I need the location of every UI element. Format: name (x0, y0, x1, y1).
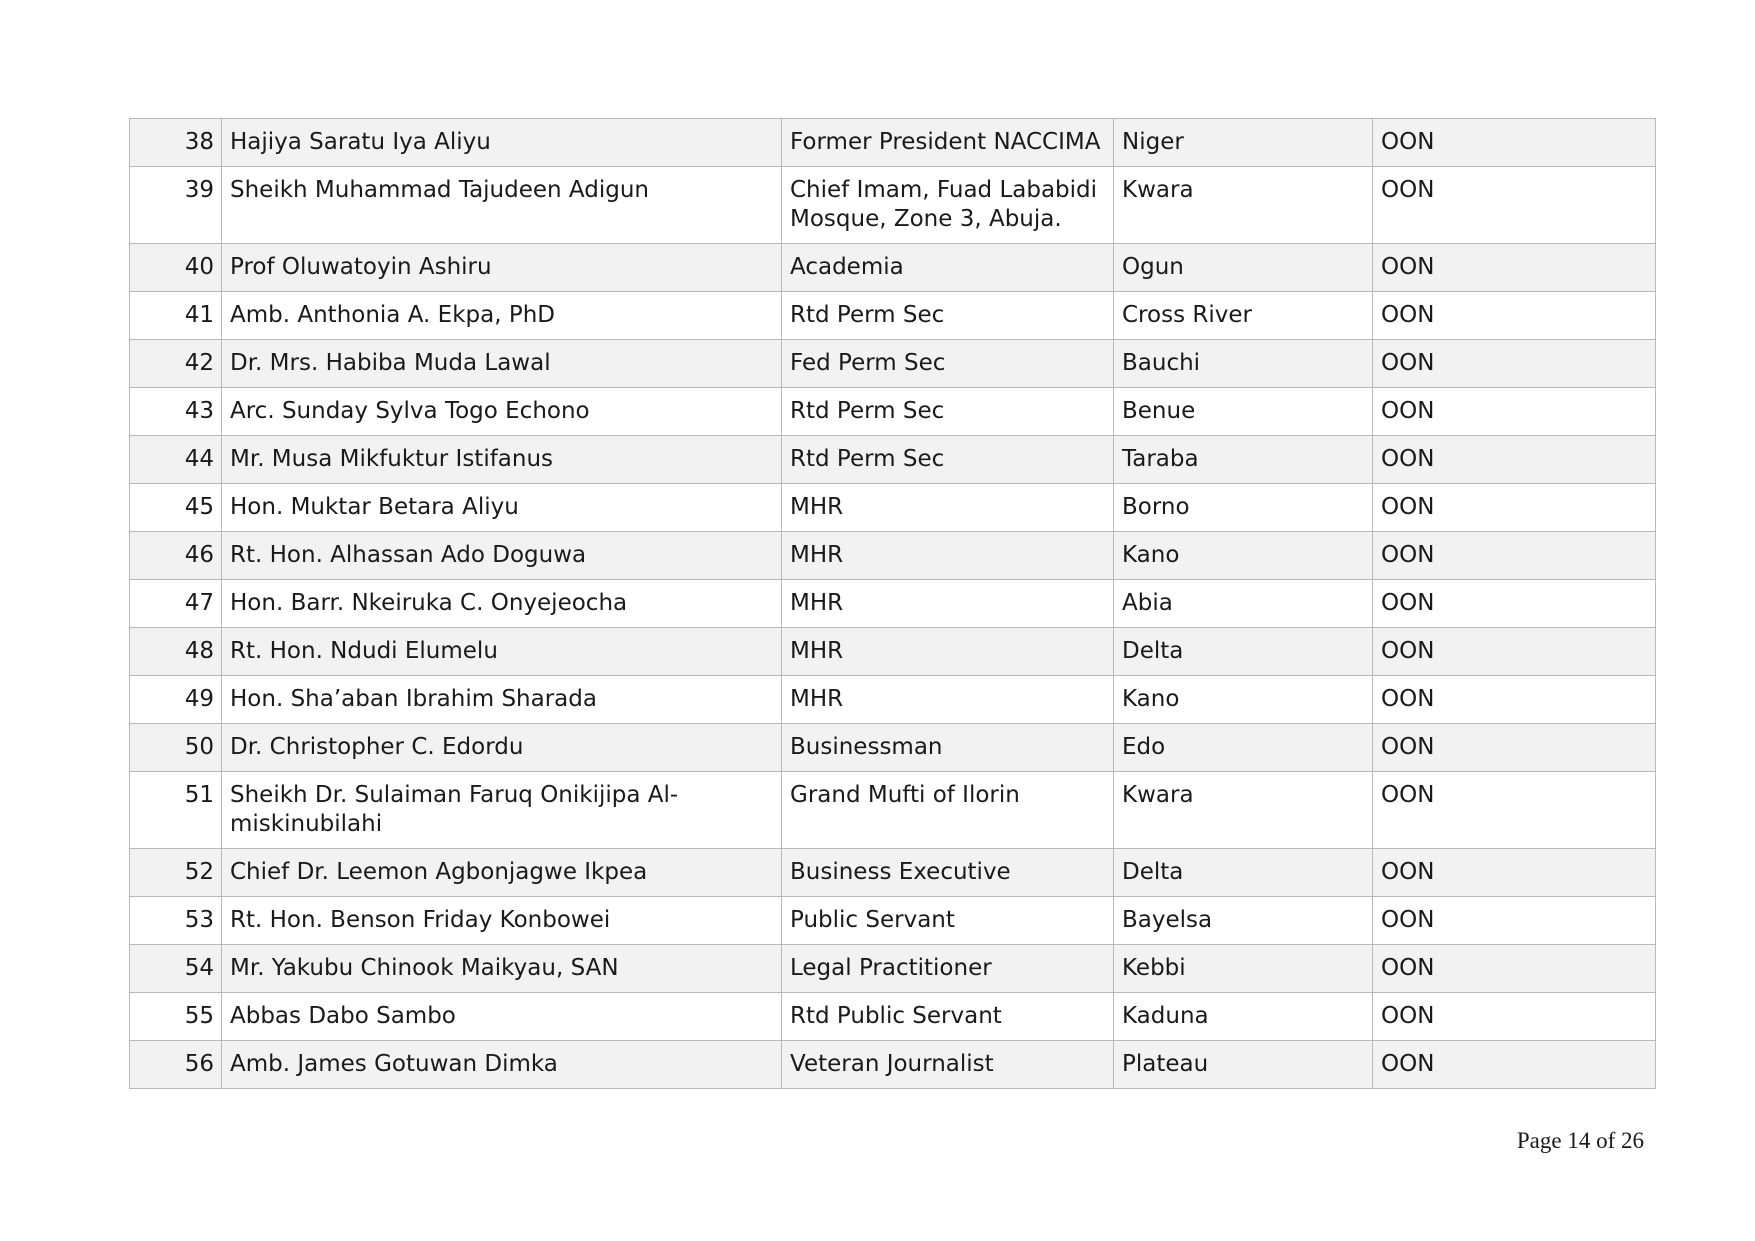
name-cell: Rt. Hon. Ndudi Elumelu (222, 628, 782, 676)
name-cell: Prof Oluwatoyin Ashiru (222, 244, 782, 292)
state-cell: Bauchi (1114, 340, 1373, 388)
state-cell: Bayelsa (1114, 897, 1373, 945)
award-cell: OON (1373, 292, 1656, 340)
award-cell: OON (1373, 772, 1656, 849)
designation-cell: Chief Imam, Fuad Lababidi Mosque, Zone 3, Abuja. (782, 167, 1114, 244)
page-number: Page 14 of 26 (1516, 1128, 1644, 1153)
state-cell: Kaduna (1114, 993, 1373, 1041)
honours-table-body (130, 119, 1656, 1089)
serial-number-cell: 38 (130, 119, 222, 167)
award-cell: OON (1373, 340, 1656, 388)
state-cell: Benue (1114, 388, 1373, 436)
state-cell: Ogun (1114, 244, 1373, 292)
designation-cell: Business Executive (782, 849, 1114, 897)
designation-cell: Rtd Perm Sec (782, 388, 1114, 436)
award-cell: OON (1373, 676, 1656, 724)
award-cell: OON (1373, 484, 1656, 532)
table-row (130, 993, 1656, 1041)
name-cell: Amb. Anthonia A. Ekpa, PhD (222, 292, 782, 340)
designation-cell: Academia (782, 244, 1114, 292)
table-row (130, 388, 1656, 436)
table-row (130, 484, 1656, 532)
state-cell: Taraba (1114, 436, 1373, 484)
name-cell: Chief Dr. Leemon Agbonjagwe Ikpea (222, 849, 782, 897)
serial-number-cell: 42 (130, 340, 222, 388)
table-row (130, 849, 1656, 897)
award-cell: OON (1373, 1041, 1656, 1089)
award-cell: OON (1373, 628, 1656, 676)
designation-cell: Businessman (782, 724, 1114, 772)
table-row (130, 119, 1656, 167)
table-row (130, 945, 1656, 993)
state-cell: Cross River (1114, 292, 1373, 340)
designation-cell: Former President NACCIMA (782, 119, 1114, 167)
state-cell: Delta (1114, 849, 1373, 897)
serial-number-cell: 56 (130, 1041, 222, 1089)
award-cell: OON (1373, 897, 1656, 945)
table-row (130, 1041, 1656, 1089)
designation-cell: Rtd Perm Sec (782, 436, 1114, 484)
designation-cell: Fed Perm Sec (782, 340, 1114, 388)
table-row (130, 676, 1656, 724)
serial-number-cell: 46 (130, 532, 222, 580)
table-row (130, 292, 1656, 340)
designation-cell: MHR (782, 580, 1114, 628)
award-cell: OON (1373, 388, 1656, 436)
table-row (130, 897, 1656, 945)
serial-number-cell: 45 (130, 484, 222, 532)
state-cell: Borno (1114, 484, 1373, 532)
name-cell: Mr. Musa Mikfuktur Istifanus (222, 436, 782, 484)
serial-number-cell: 48 (130, 628, 222, 676)
designation-cell: Grand Mufti of Ilorin (782, 772, 1114, 849)
designation-cell: Veteran Journalist (782, 1041, 1114, 1089)
serial-number-cell: 49 (130, 676, 222, 724)
name-cell: Dr. Christopher C. Edordu (222, 724, 782, 772)
award-cell: OON (1373, 580, 1656, 628)
serial-number-cell: 51 (130, 772, 222, 849)
designation-cell: MHR (782, 532, 1114, 580)
serial-number-cell: 41 (130, 292, 222, 340)
serial-number-cell: 40 (130, 244, 222, 292)
state-cell: Edo (1114, 724, 1373, 772)
award-cell: OON (1373, 945, 1656, 993)
name-cell: Hon. Muktar Betara Aliyu (222, 484, 782, 532)
designation-cell: Rtd Public Servant (782, 993, 1114, 1041)
serial-number-cell: 55 (130, 993, 222, 1041)
serial-number-cell: 47 (130, 580, 222, 628)
serial-number-cell: 52 (130, 849, 222, 897)
name-cell: Mr. Yakubu Chinook Maikyau, SAN (222, 945, 782, 993)
designation-cell: Public Servant (782, 897, 1114, 945)
name-cell: Dr. Mrs. Habiba Muda Lawal (222, 340, 782, 388)
serial-number-cell: 39 (130, 167, 222, 244)
name-cell: Abbas Dabo Sambo (222, 993, 782, 1041)
designation-cell: Rtd Perm Sec (782, 292, 1114, 340)
award-cell: OON (1373, 436, 1656, 484)
state-cell: Kano (1114, 676, 1373, 724)
designation-cell: Legal Practitioner (782, 945, 1114, 993)
name-cell: Rt. Hon. Alhassan Ado Doguwa (222, 532, 782, 580)
serial-number-cell: 43 (130, 388, 222, 436)
designation-cell: MHR (782, 676, 1114, 724)
state-cell: Kwara (1114, 167, 1373, 244)
designation-cell: MHR (782, 484, 1114, 532)
table-row (130, 580, 1656, 628)
designation-cell: MHR (782, 628, 1114, 676)
table-row (130, 167, 1656, 244)
name-cell: Hon. Barr. Nkeiruka C. Onyejeocha (222, 580, 782, 628)
state-cell: Kebbi (1114, 945, 1373, 993)
table-row (130, 772, 1656, 849)
serial-number-cell: 53 (130, 897, 222, 945)
state-cell: Kwara (1114, 772, 1373, 849)
serial-number-cell: 44 (130, 436, 222, 484)
award-cell: OON (1373, 993, 1656, 1041)
award-cell: OON (1373, 119, 1656, 167)
serial-number-cell: 50 (130, 724, 222, 772)
name-cell: Hajiya Saratu Iya Aliyu (222, 119, 782, 167)
name-cell: Hon. Sha’aban Ibrahim Sharada (222, 676, 782, 724)
state-cell: Plateau (1114, 1041, 1373, 1089)
table-row (130, 628, 1656, 676)
award-cell: OON (1373, 244, 1656, 292)
honours-table (129, 118, 1656, 1089)
table-row (130, 724, 1656, 772)
award-cell: OON (1373, 724, 1656, 772)
state-cell: Kano (1114, 532, 1373, 580)
state-cell: Niger (1114, 119, 1373, 167)
award-cell: OON (1373, 167, 1656, 244)
table-row (130, 340, 1656, 388)
state-cell: Delta (1114, 628, 1373, 676)
table-row (130, 244, 1656, 292)
name-cell: Amb. James Gotuwan Dimka (222, 1041, 782, 1089)
name-cell: Rt. Hon. Benson Friday Konbowei (222, 897, 782, 945)
serial-number-cell: 54 (130, 945, 222, 993)
name-cell: Sheikh Dr. Sulaiman Faruq Onikijipa Al-miskinubilahi (222, 772, 782, 849)
state-cell: Abia (1114, 580, 1373, 628)
award-cell: OON (1373, 849, 1656, 897)
name-cell: Sheikh Muhammad Tajudeen Adigun (222, 167, 782, 244)
award-cell: OON (1373, 532, 1656, 580)
name-cell: Arc. Sunday Sylva Togo Echono (222, 388, 782, 436)
table-row (130, 532, 1656, 580)
table-row (130, 436, 1656, 484)
